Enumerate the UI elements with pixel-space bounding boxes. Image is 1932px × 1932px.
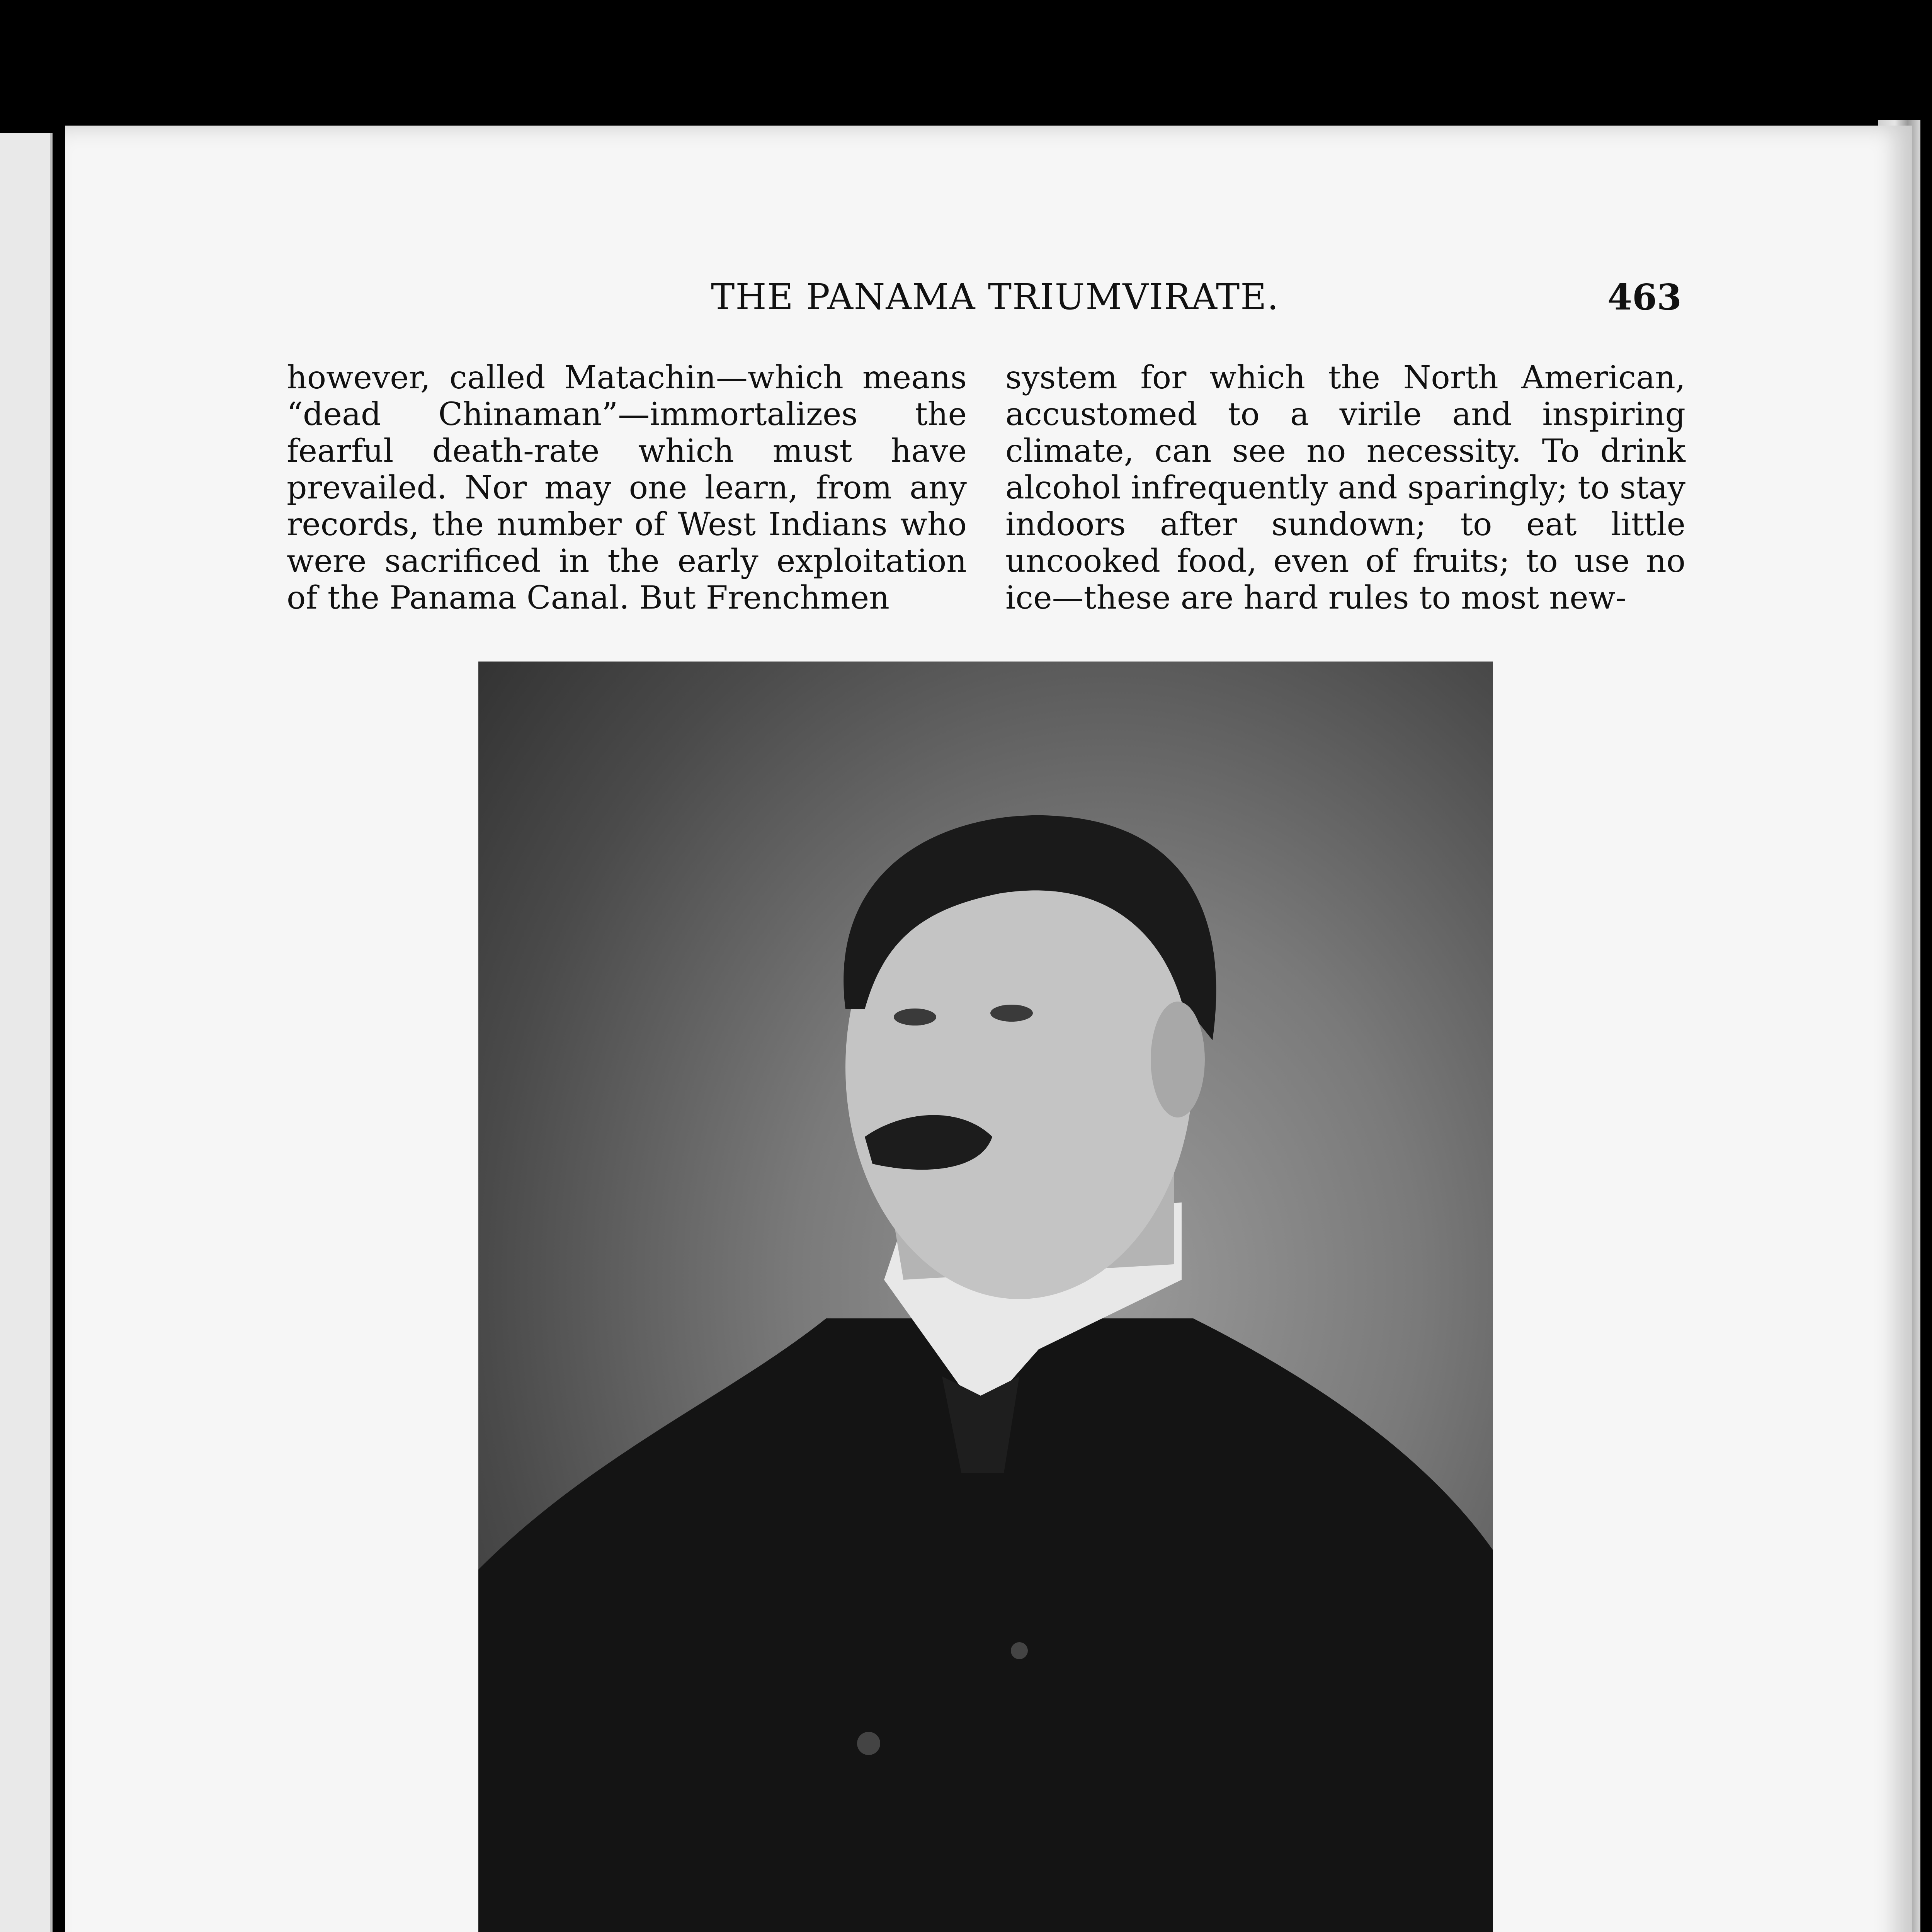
portrait-illustration bbox=[478, 662, 1493, 1932]
page-number: 463 bbox=[1607, 276, 1682, 318]
paragraph: however, called Matachin—which means “dead Chinaman”—immortalizes the fearful death-rate which must have prevailed. Nor may one learn, from any records, the number of West Indians who were sacrificed in the early exploitation of the Panama Canal. But Frenchmen bbox=[287, 359, 967, 616]
paragraph: system for which the North American, accustomed to a virile and inspiring climate, can see no necessity. To drink alcohol infrequently and sparingly; to stay indoors after sundown; to eat little uncooked food, even of fruits; to use no ice—these are hard rules to most new- bbox=[1005, 359, 1685, 616]
top-right-column bbox=[1005, 359, 1685, 616]
previous-page-edge bbox=[0, 133, 53, 1932]
portrait-photograph bbox=[478, 662, 1493, 1932]
running-title: THE PANAMA TRIUMVIRATE. bbox=[711, 276, 1279, 318]
top-left-column bbox=[287, 359, 967, 616]
